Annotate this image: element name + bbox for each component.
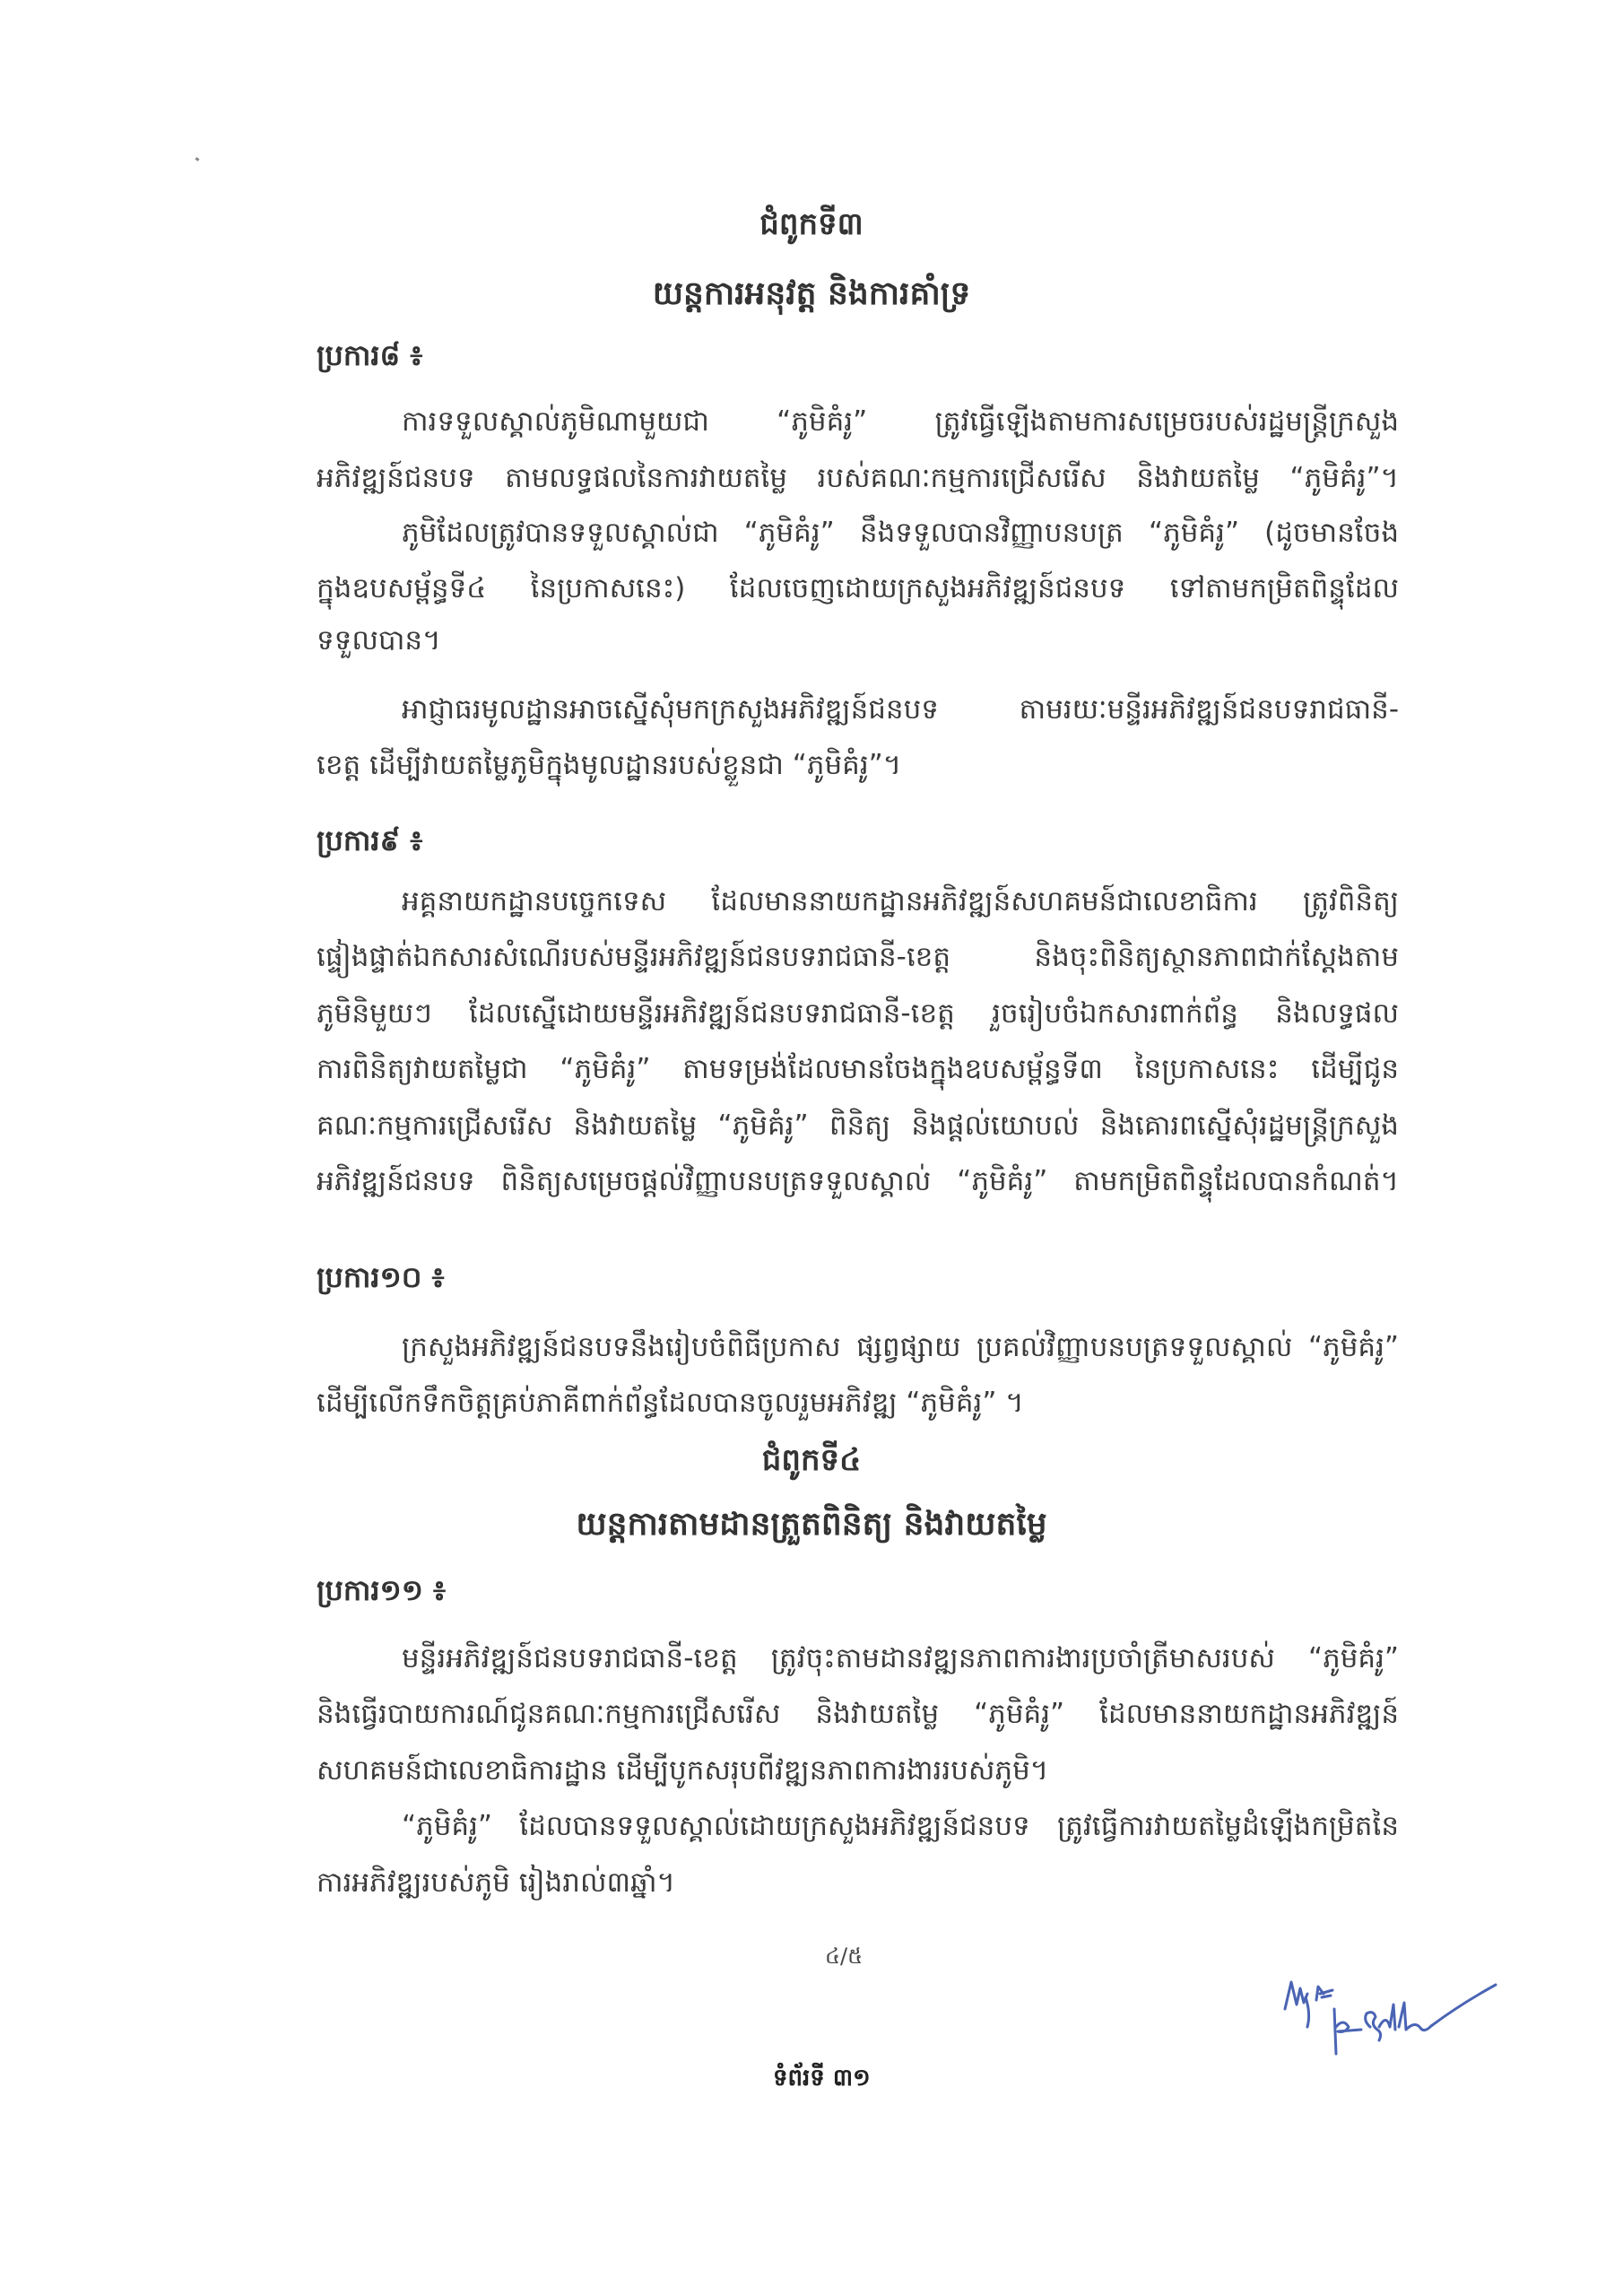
article-9-line: គណៈកម្មការជ្រើសរើស និងវាយតម្លៃ “ភូមិគំរូ” ពិនិត្យ និងផ្តល់យោបល់ និងគោរពស្នើសុំរដ្ឋមន្ត្រីក្រសួង — [317, 1109, 1399, 1142]
article-11-line: សហគមន៍ជាលេខាធិការដ្ឋាន ដើម្បីបូកសរុបពីវឌ្ឍនភាពការងាររបស់ភូមិ។ — [317, 1754, 1049, 1787]
article-9-line: ការពិនិត្យវាយតម្លៃជា “ភូមិគំរូ” តាមទម្រង់ដែលមានចែងក្នុងឧបសម្ព័ន្ធទី៣ នៃប្រកាសនេះ ដើម្បីជូន — [317, 1053, 1399, 1085]
article-9-heading: ប្រការ៩ ៖ — [317, 823, 423, 857]
article-10-line: ដើម្បីលើកទឹកចិត្តគ្រប់ភាគីពាក់ព័ន្ធដែលបានចូលរួមអភិវឌ្ឍ “ភូមិគំរូ” ។ — [317, 1387, 1024, 1419]
page-number-label: ទំព័រទី ៣១ — [773, 2065, 871, 2092]
article-11-heading: ប្រការ១១ ៖ — [317, 1573, 447, 1607]
chapter-4-label: ជំពូកទី៤ — [761, 1442, 862, 1478]
article-11-line: ការអភិវឌ្ឍរបស់ភូមិ រៀងរាល់៣ឆ្នាំ។ — [317, 1866, 675, 1899]
article-9-line: ផ្ទៀងផ្ទាត់ឯកសារសំណើរបស់មន្ទីរអភិវឌ្ឍន៍ជនបទរាជធានី-ខេត្ត និងចុះពិនិត្យស្ថានភាពជាក់ស្តែងតាម — [317, 941, 1399, 973]
article-9-line: អគ្គនាយកដ្ឋានបច្ចេកទេស ដែលមាននាយកដ្ឋានអភិវឌ្ឍន៍សហគមន៍ជាលេខាធិការ ត្រូវពិនិត្យ — [402, 885, 1399, 918]
signature-icon — [1280, 1978, 1541, 2067]
article-8-line: អាជ្ញាធរមូលដ្ឋានអាចស្នើសុំមកក្រសួងអភិវឌ្ឍន៍ជនបទ តាមរយៈមន្ទីរអភិវឌ្ឍន៍ជនបទរាជធានី- — [402, 693, 1399, 726]
scan-speck — [195, 157, 200, 161]
article-9-line: ភូមិនិមួយៗ ដែលស្នើដោយមន្ទីរអភិវឌ្ឍន៍ជនបទរាជធានី-ខេត្ត រួចរៀបចំឯកសារពាក់ព័ន្ធ និងលទ្ធផល — [317, 997, 1399, 1030]
article-8-heading: ប្រការ៨ ៖ — [317, 338, 423, 372]
article-8-line: ក្នុងឧបសម្ព័ន្ធទី៤ នៃប្រកាសនេះ) ដែលចេញដោយក្រសួងអភិវឌ្ឍន៍ជនបទ ទៅតាមកម្រិតពិន្ទុដែល — [317, 572, 1399, 604]
page-fraction: ៤/៥ — [825, 1944, 864, 1969]
article-9-line: អភិវឌ្ឍន៍ជនបទ ពិនិត្យសម្រេចផ្តល់វិញ្ញាបនបត្រទទួលស្គាល់ “ភូមិគំរូ” តាមកម្រិតពិន្ទុដែលបានកំណត់។ — [317, 1165, 1399, 1197]
chapter-3-title: យន្តការអនុវត្ត និងការគាំទ្រ — [652, 275, 971, 312]
article-10-heading: ប្រការ១០ ៖ — [317, 1260, 445, 1294]
chapter-4-title: យន្តការតាមដានត្រួតពិនិត្យ និងវាយតម្លៃ — [576, 1506, 1047, 1543]
article-8-line: ខេត្ត ដើម្បីវាយតម្លៃភូមិក្នុងមូលដ្ឋានរបស់ខ្លួនជា “ភូមិគំរូ”។ — [317, 749, 902, 781]
article-10-line: ក្រសួងអភិវឌ្ឍន៍ជនបទនឹងរៀបចំពិធីប្រកាស ផ្សព្វផ្សាយ ប្រគល់វិញ្ញាបនបត្រទទួលស្គាល់ “ភូមិគំរូ” — [402, 1331, 1399, 1363]
article-11-line: “ភូមិគំរូ” ដែលបានទទួលស្គាល់ដោយក្រសួងអភិវឌ្ឍន៍ជនបទ ត្រូវធ្វើការវាយតម្លៃដំឡើងកម្រិតនៃ — [402, 1810, 1399, 1842]
article-8-line: អភិវឌ្ឍន៍ជនបទ តាមលទ្ធផលនៃការវាយតម្លៃ របស់គណៈកម្មការជ្រើសរើស និងវាយតម្លៃ “ភូមិគំរូ”។ — [317, 462, 1399, 494]
chapter-3-label: ជំពូកទី៣ — [759, 206, 864, 242]
article-8-line: ទទួលបាន។ — [317, 624, 441, 657]
article-11-line: និងធ្វើរបាយការណ៍ជូនគណៈកម្មការជ្រើសរើស និងវាយតម្លៃ “ភូមិគំរូ” ដែលមាននាយកដ្ឋានអភិវឌ្ឍន៍ — [317, 1698, 1399, 1730]
article-8-line: ភូមិដែលត្រូវបានទទួលស្គាល់ជា “ភូមិគំរូ” នឹងទទួលបានវិញ្ញាបនបត្រ “ភូមិគំរូ” (ដូចមានចែង — [402, 517, 1399, 549]
article-8-line: ការទទួលស្គាល់ភូមិណាមួយជា “ភូមិគំរូ” ត្រូវធ្វើឡើងតាមការសម្រេចរបស់រដ្ឋមន្ត្រីក្រសួង — [402, 405, 1399, 438]
article-11-line: មន្ទីរអភិវឌ្ឍន៍ជនបទរាជធានី-ខេត្ត ត្រូវចុះតាមដានវឌ្ឍនភាពការងារប្រចាំត្រីមាសរបស់ “ភូមិគំរូ” — [402, 1642, 1399, 1674]
